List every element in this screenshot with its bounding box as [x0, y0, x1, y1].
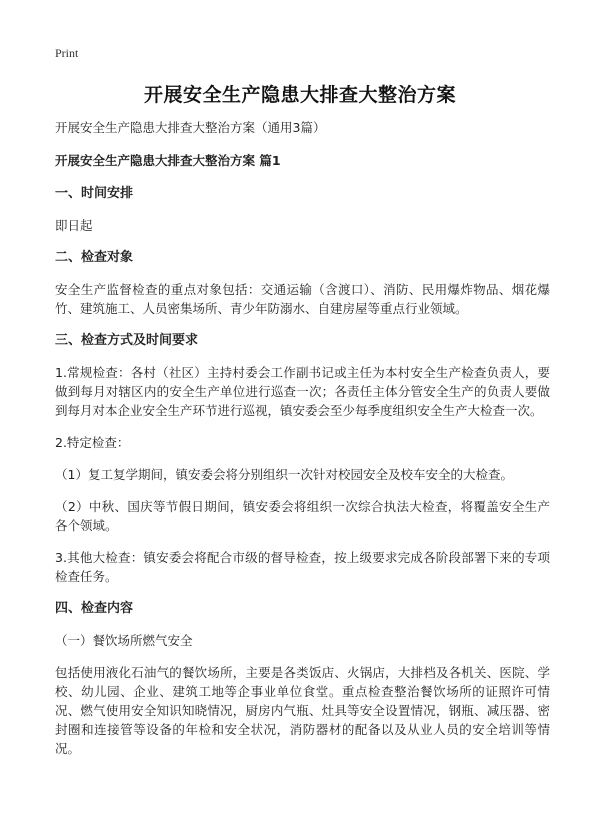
paragraph-routine-check: 1.常规检查：各村（社区）主持村委会工作副书记或主任为本村安全生产检查负责人，要做到每月对辖区内的安全生产单位进行巡查一次；各责任主体分管安全生产的负责人要做到每月对本企业安全生产环节进行巡视，镇安委会至少每季度组织安全生产大检查一次。	[55, 365, 550, 418]
paragraph-school-check: （1）复工复学期间，镇安委会将分别组织一次针对校园安全及校车安全的大检查。	[55, 467, 513, 482]
document-title: 开展安全生产隐患大排查大整治方案	[143, 84, 456, 106]
paragraph-special-check: 2.特定检查：	[55, 435, 130, 450]
paragraph-gas-safety: 包括使用液化石油气的餐饮场所，主要是各类饭店、火锅店，大排档及各机关、医院、学校、幼儿园、企业、建筑工地等企事业单位食堂。重点检查整治餐饮场所的证照许可情况、燃气使用安全知识知晓情况，厨房内气瓶、灶具等安全设置情况，钢瓶、减压器、密封圈和连接管等设备的年检和安全状况，消防器材的配备以及从业人员的安全培训等情况。	[55, 665, 550, 756]
section-heading-time: 一、时间安排	[55, 186, 134, 201]
document-body	[55, 118, 550, 771]
section-heading-methods: 三、检查方式及时间要求	[55, 333, 199, 348]
section-heading-targets: 二、检查对象	[55, 250, 134, 265]
paragraph-other-check: 3.其他大检查：镇安委会将配合市级的督导检查，按上级要求完成各阶段部署下来的专项检查任务。	[55, 550, 550, 584]
section-heading-content: 四、检查内容	[55, 601, 134, 616]
section-text-time: 即日起	[55, 218, 93, 233]
print-link[interactable]: Print	[55, 46, 79, 60]
paragraph-holiday-check: （2）中秋、国庆等节假日期间，镇安委会将组织一次综合执法大检查，将覆盖安全生产各个领域。	[55, 499, 550, 533]
part-title: 开展安全生产隐患大排查大整治方案 篇1	[55, 153, 281, 168]
section-text-targets: 安全生产监督检查的重点对象包括：交通运输（含渡口）、消防、民用爆炸物品、烟花爆竹、建筑施工、人员密集场所、青少年防溺水、自建房屋等重点行业领域。	[55, 282, 550, 316]
document-subtitle: 开展安全生产隐患大排查大整治方案（通用3篇）	[55, 120, 326, 135]
subsection-gas-safety: （一）餐饮场所燃气安全	[55, 633, 193, 648]
